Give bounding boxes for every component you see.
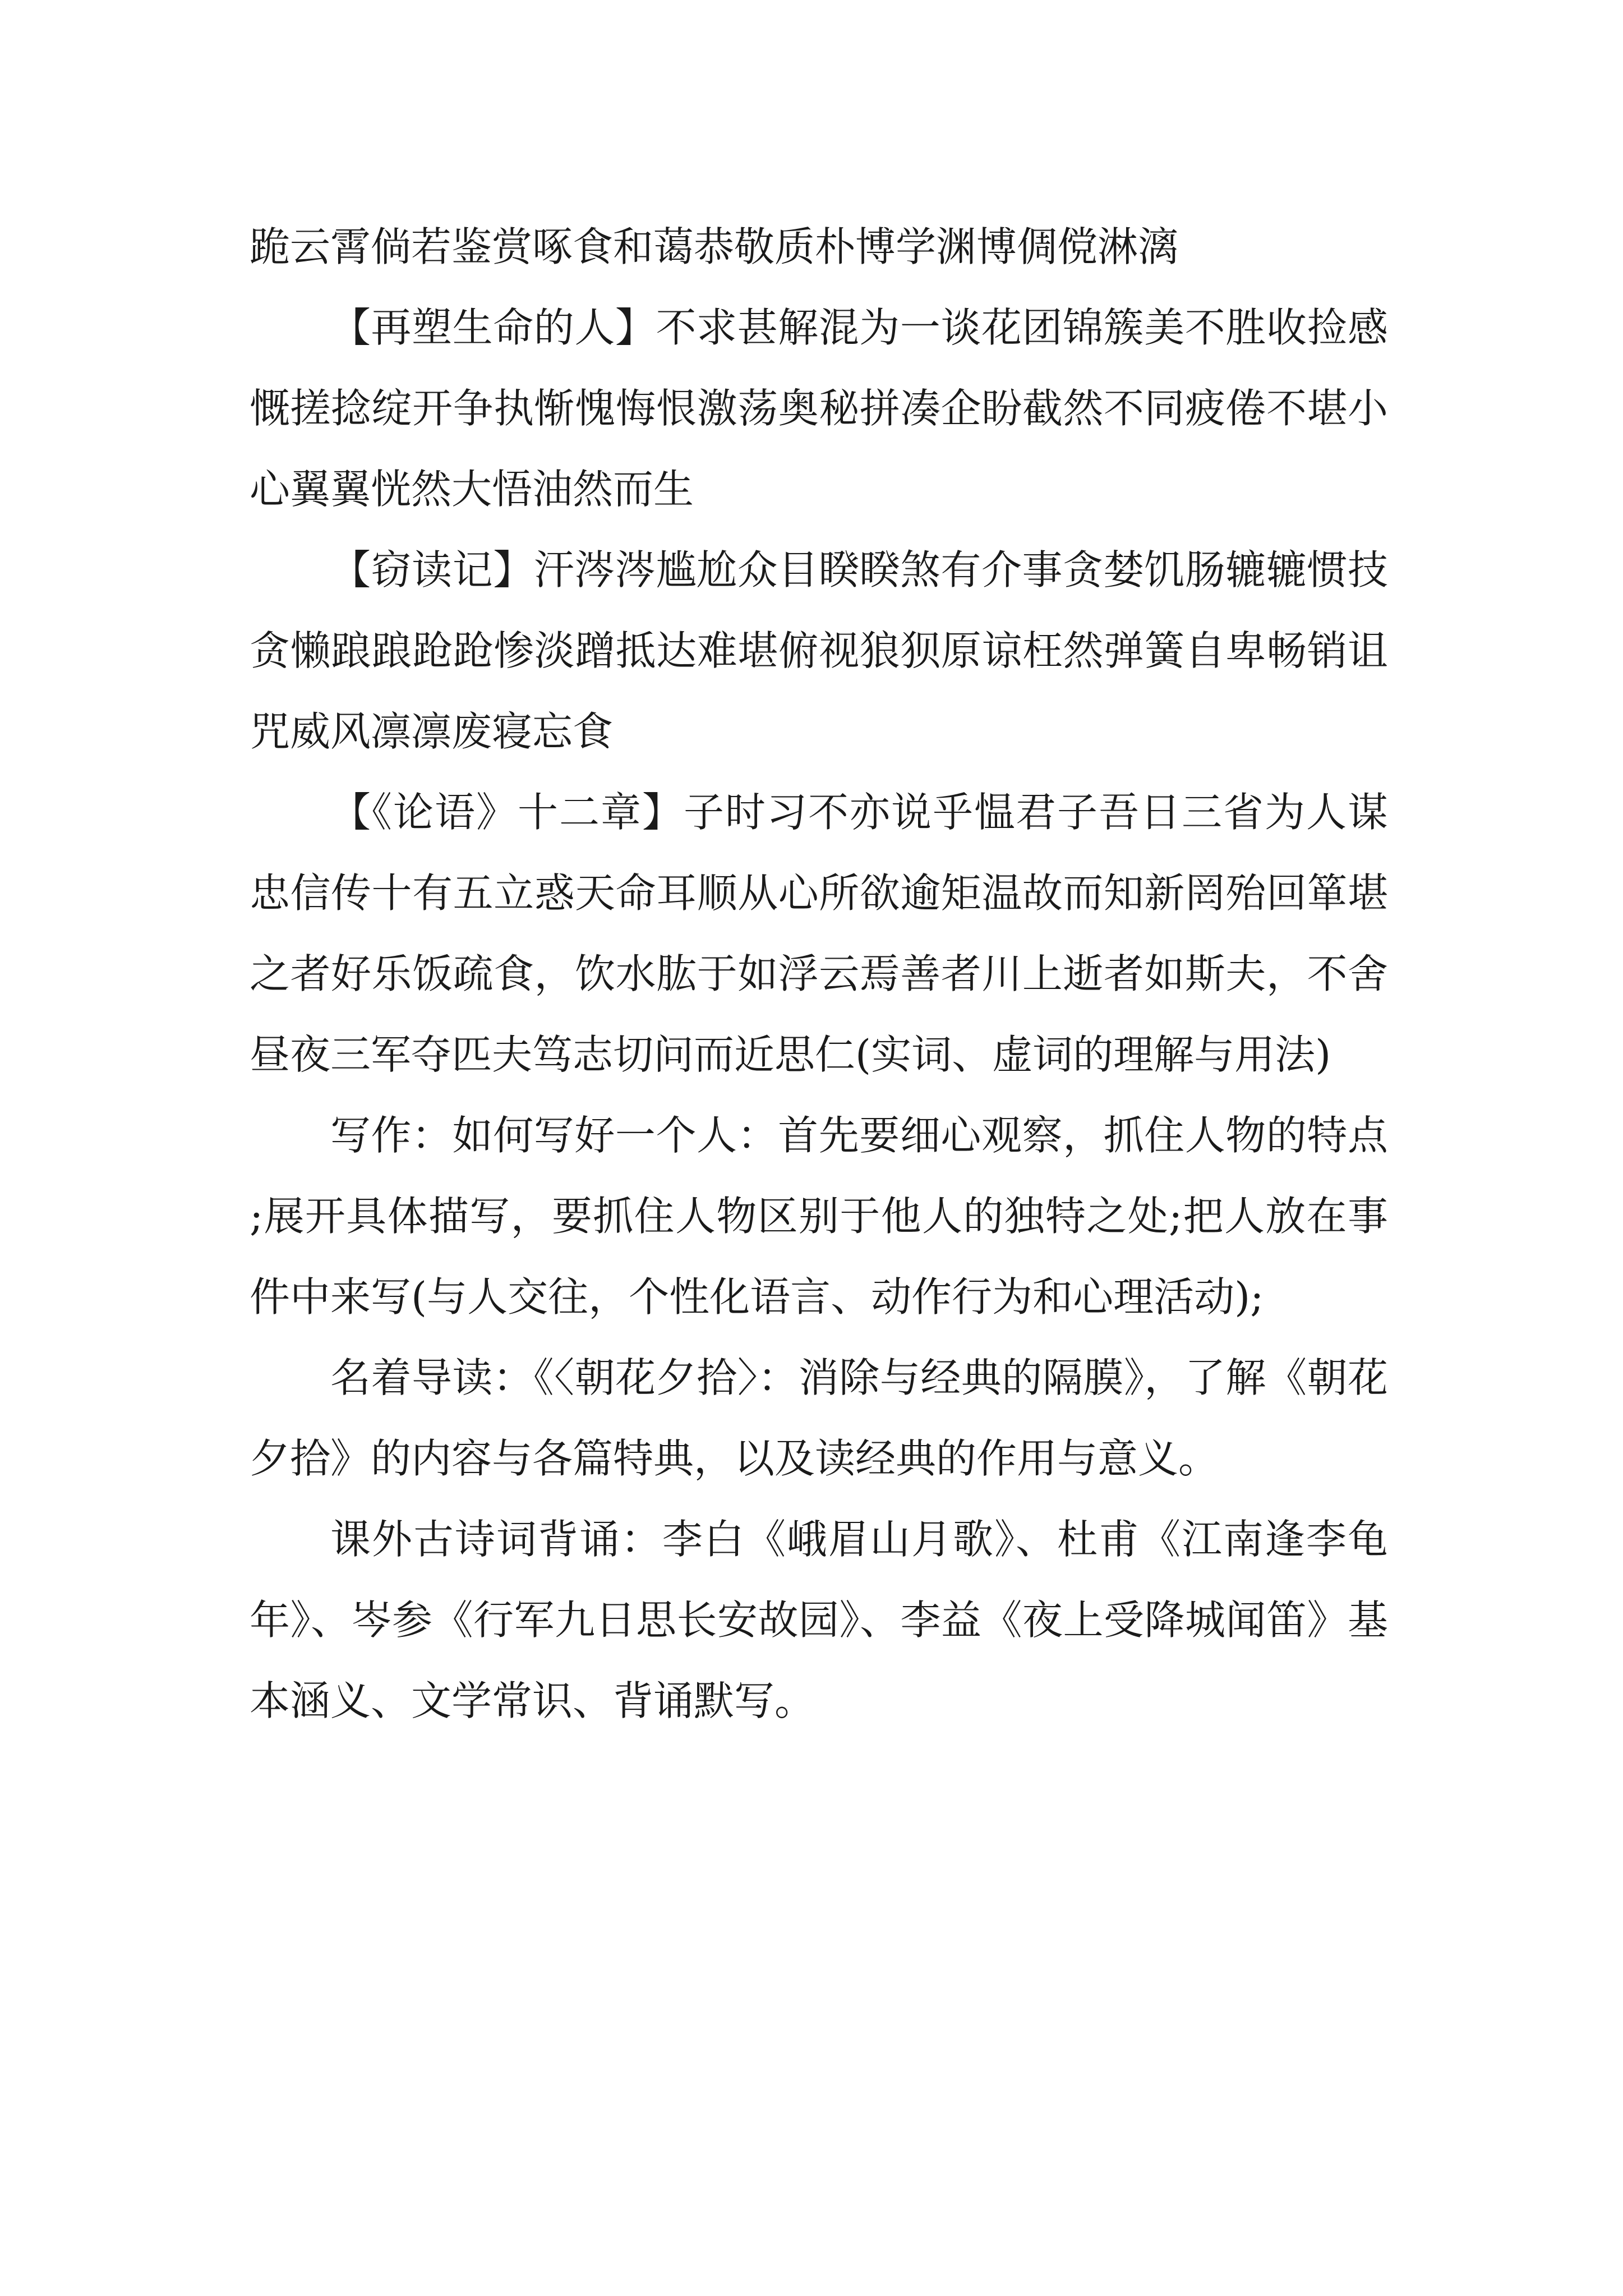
document-body — [250, 206, 1388, 1741]
paragraph-poetry-recitation: 课外古诗词背诵：李白《峨眉山月歌》、杜甫《江南逢李龟年》、岑参《行军九日思长安故园》、李益《夜上受降城闻笛》基本涵义、文学常识、背诵默写。 — [250, 1516, 1388, 1724]
paragraph-qiedu-ji: 【窃读记】汗涔涔尴尬众目睽睽煞有介事贪婪饥肠辘辘惯技贪懒踉踉跄跄惨淡蹭抵达难堪俯视狼狈原谅枉然弹簧自卑畅销诅咒威风凛凛废寝忘食 — [250, 546, 1388, 755]
paragraph-lunyu: 【《论语》十二章】子时习不亦说乎愠君子吾日三省为人谋忠信传十有五立惑天命耳顺从心所欲逾矩温故而知新罔殆回箪堪之者好乐饭疏食，饮水肱于如浮云焉善者川上逝者如斯夫，不舍昼夜三军夺匹夫笃志切问而近思仁(实词、虚词的理解与用法) — [250, 789, 1388, 1078]
paragraph-vocab-continued: 跪云霄倘若鉴赏啄食和蔼恭敬质朴博学渊博倜傥淋漓 — [250, 223, 1179, 270]
paragraph-reading-guide: 名着导读：《〈朝花夕拾〉：消除与经典的隔膜》，了解《朝花夕拾》的内容与各篇特典，以及读经典的作用与意义。 — [250, 1354, 1388, 1482]
paragraph-zaisu-shengming: 【再塑生命的人】不求甚解混为一谈花团锦簇美不胜收捡感慨搓捻绽开争执惭愧悔恨激荡奥秘拼凑企盼截然不同疲倦不堪小心翼翼恍然大悟油然而生 — [250, 304, 1388, 513]
paragraph-writing: 写作：如何写好一个人：首先要细心观察，抓住人物的特点;展开具体描写，要抓住人物区别于他人的独特之处;把人放在事件中来写(与人交往，个性化语言、动作行为和心理活动); — [250, 1112, 1388, 1320]
